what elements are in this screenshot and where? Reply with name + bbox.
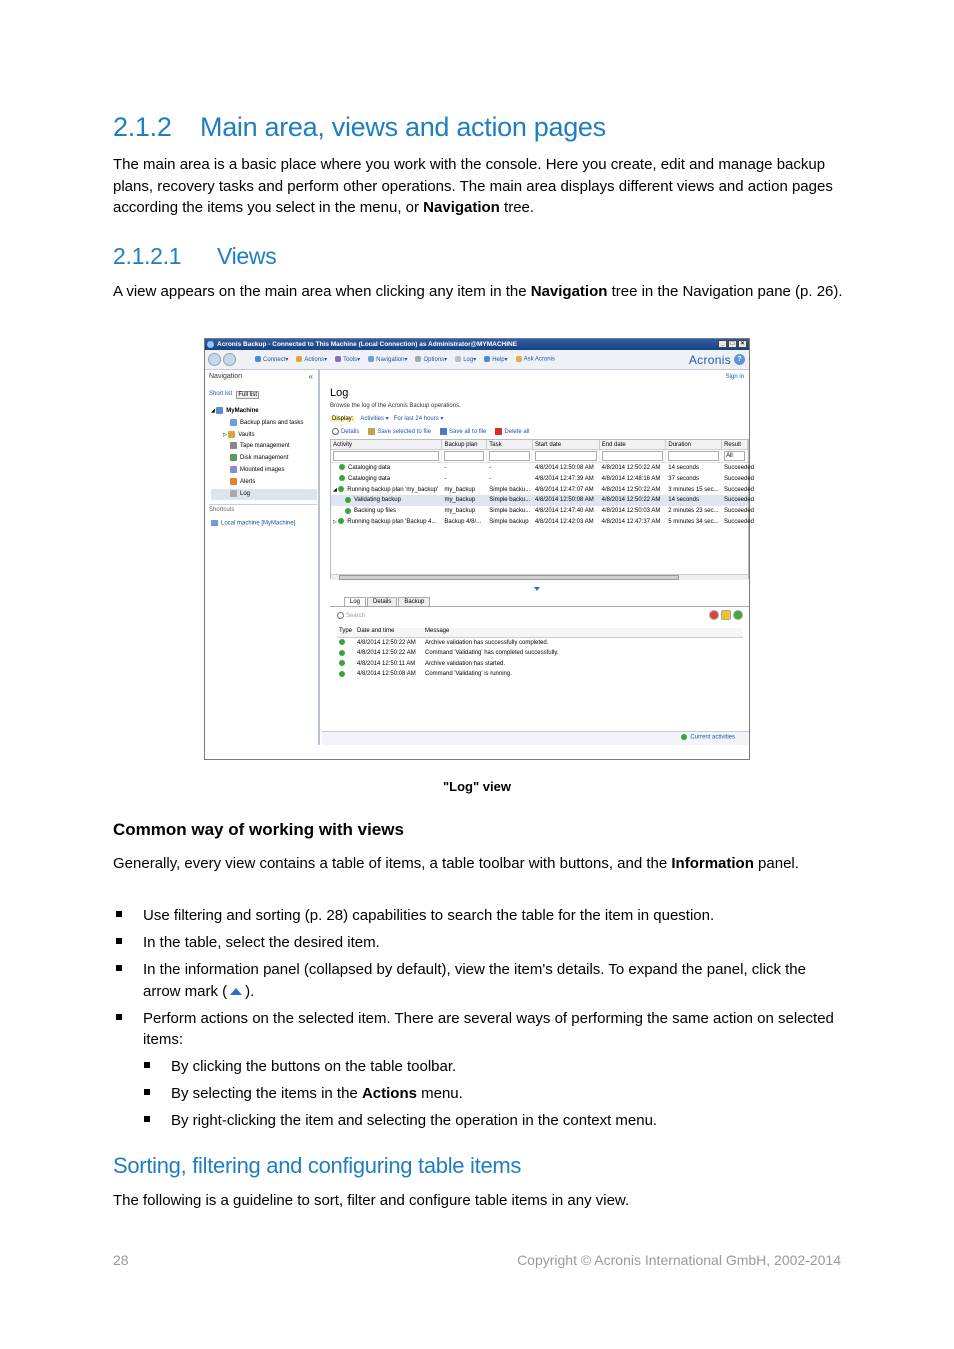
maximize-icon[interactable]: □ [728, 340, 737, 348]
table-cell: Succeeded [723, 508, 755, 515]
table-toolbar [332, 428, 529, 435]
expand-arrow-icon[interactable] [534, 587, 540, 591]
tree-item-vaults[interactable]: ▷ Vaults [223, 431, 255, 438]
tab-details[interactable]: Details [367, 597, 397, 606]
success-icon [338, 486, 344, 492]
shortcut-local-machine[interactable]: Local machine [MyMachine] [211, 520, 295, 527]
details-button[interactable]: Details [332, 428, 359, 435]
table-cell: - [444, 475, 447, 482]
status-bar [322, 731, 749, 745]
table-row[interactable] [331, 495, 755, 506]
table-cell: Succeeded [724, 518, 755, 525]
table-cell: - [444, 465, 447, 471]
column-filter[interactable] [600, 450, 667, 462]
success-icon [339, 464, 345, 470]
magnifier-icon [332, 428, 339, 435]
tab-full-list[interactable]: Full list [238, 392, 258, 398]
table-row[interactable] [331, 474, 755, 485]
column-filter[interactable] [331, 450, 442, 462]
message-list [337, 628, 743, 680]
arrow-up-icon [230, 988, 242, 995]
table-cell: 4/8/2014 12:50:22 AM [601, 465, 661, 471]
column-header[interactable]: Task [487, 440, 533, 449]
menu-actions[interactable]: Actions▾ [296, 356, 327, 363]
table-cell: 4/8/2014 12:48:16 AM [601, 475, 661, 482]
page-number: 28 [113, 1252, 129, 1268]
tree-node-icon [230, 454, 237, 461]
tree-item-alerts[interactable]: Alerts [211, 477, 317, 489]
table-header [331, 440, 748, 450]
table-row[interactable] [331, 485, 755, 496]
table-cell: 2 minutes 23 sec... [668, 508, 719, 515]
window-buttons [718, 340, 747, 348]
info-panel-tabs [330, 597, 749, 607]
menu-help[interactable]: Help▾ [484, 356, 507, 363]
common-text-a: Generally, every view contains a table of items, a table toolbar with buttons, and the [113, 855, 672, 872]
success-icon [339, 475, 345, 481]
subbullet-toolbar: By clicking the buttons on the table toolbar. [113, 1056, 843, 1078]
tab-short-list[interactable]: Short list [209, 391, 233, 397]
table-cell: Succeeded [724, 465, 755, 471]
current-activities-link[interactable]: Current activities [681, 734, 735, 741]
menu-ask-acronis[interactable]: Ask Acronis [516, 356, 555, 363]
tree-node-icon [230, 478, 237, 485]
column-filter[interactable] [442, 450, 487, 462]
common-heading: Common way of working with views [113, 820, 404, 839]
info-icon [339, 650, 345, 656]
tree-item-backup-plans-and-tasks[interactable]: Backup plans and tasks [211, 418, 317, 430]
tree-node-icon [216, 407, 223, 414]
message-rows [337, 638, 743, 680]
menu-bar [205, 350, 749, 370]
back-icon[interactable] [208, 353, 221, 366]
display-label: Display: [332, 415, 354, 422]
delete-all-button[interactable]: Delete all [495, 428, 529, 435]
nav-list-tabs [209, 391, 259, 399]
table-cell: my_backup [444, 508, 476, 515]
minimize-icon[interactable]: _ [718, 340, 727, 348]
table-cell: 4/8/2014 12:47:40 AM [535, 508, 594, 515]
table-cell: ▷ Running backup plan 'Backup 4... [333, 518, 437, 525]
tree-node-icon [230, 466, 237, 473]
table-cell: Validating backup [331, 495, 442, 506]
message-row[interactable]: 4/8/2014 12:50:22 AM Archive validation has successfully completed. [337, 638, 743, 648]
tree-node-icon [230, 442, 237, 449]
menu-navigation[interactable]: Navigation▾ [368, 356, 407, 363]
app-icon [207, 341, 214, 348]
tree-node-icon [230, 490, 237, 497]
table-body [331, 463, 755, 528]
scroll-thumb[interactable] [339, 575, 679, 580]
help-icon[interactable]: ? [734, 354, 745, 365]
table-row[interactable] [331, 517, 755, 528]
save-selected-button[interactable]: Save selected to file [368, 428, 431, 435]
sorting-heading: Sorting, filtering and configuring table items [113, 1153, 522, 1178]
subbullet-menu: By selecting the items in the Actions menu. [113, 1083, 843, 1105]
info-icon [339, 671, 345, 677]
save-icon [368, 428, 375, 435]
warning-icon[interactable] [721, 610, 731, 620]
bullet-select: In the table, select the desired item. [113, 932, 843, 954]
acronis-logo: Acronis [688, 353, 731, 367]
bullet-filtering: Use filtering and sorting (p. 28) capabilities to search the table for the item in question. [113, 905, 843, 927]
section-title: Main area, views and action pages [200, 112, 606, 142]
table-cell: Simple backu... [489, 497, 531, 504]
tree-item-mymachine[interactable]: ◢ MyMachine [211, 408, 259, 414]
views-bold: Navigation [530, 283, 608, 300]
table-cell: 4/8/2014 12:47:37 AM [601, 518, 661, 525]
table-cell: 4/8/2014 12:47:39 AM [534, 475, 594, 482]
table-cell: 4/8/2014 12:50:08 AM [534, 465, 594, 471]
error-icon[interactable] [709, 610, 719, 620]
table-cell: 5 minutes 34 sec... [668, 518, 719, 525]
bullet-info-panel: In the information panel (collapsed by default), view the item's details. To expand the panel, click the arrow mark ( ). [113, 959, 843, 1002]
display-filter [330, 415, 443, 422]
section-heading [113, 112, 606, 143]
views-text: A view appears on the main area when clicking any item in the [113, 283, 531, 300]
subbullet-context-menu: By right-clicking the item and selecting the operation in the context menu. [113, 1110, 843, 1132]
display-dropdown[interactable]: Activities ▾ [360, 416, 389, 422]
view-subtitle: Browse the log of the Acronis Backup operations. [330, 403, 461, 409]
subsection-heading [113, 243, 276, 270]
window-title: Acronis Backup - Connected to This Machine (Local Connection) as Administrator@MYMACHINE [217, 341, 518, 348]
period-dropdown[interactable]: For last 24 hours ▾ [393, 416, 444, 422]
table-cell: my_backup [444, 486, 476, 493]
shortcuts-label: Shortcuts [209, 504, 317, 513]
table-cell: Cataloging data [331, 463, 442, 474]
table-cell: 37 seconds [668, 475, 699, 482]
subsection-number: 2.1.2.1 [113, 243, 182, 269]
subsection-text [113, 281, 843, 303]
intro-text: The main area is a basic place where you work with the console. Here you create, edit and manage backup plans, recovery tasks and perform other operations. The main area displays different views and action pages according the items you select in the menu, or [113, 156, 833, 216]
tab-log[interactable]: Log [344, 597, 366, 606]
table-cell: - [489, 465, 492, 471]
nav-buttons [208, 353, 236, 366]
table-filter-row [331, 450, 748, 463]
tree-item-disk-management[interactable]: Disk management [211, 453, 317, 465]
table-cell: 4/8/2014 12:50:03 AM [601, 508, 661, 515]
intro-text-end: tree. [499, 199, 535, 216]
col-type[interactable]: Type [339, 628, 353, 634]
delete-icon [495, 428, 502, 435]
message-row[interactable]: 4/8/2014 12:50:11 AM Archive validation has started. [337, 659, 743, 669]
table-cell: - [489, 475, 492, 482]
section-number: 2.1.2 [113, 112, 172, 142]
success-icon [345, 508, 351, 514]
close-icon[interactable]: × [738, 340, 747, 348]
collapse-icon[interactable]: « [308, 372, 313, 381]
column-filter[interactable] [666, 450, 722, 462]
success-icon [345, 497, 351, 503]
table-row[interactable] [331, 506, 755, 517]
table-cell: Succeeded [724, 486, 755, 493]
message-row[interactable]: 4/8/2014 12:50:08 AM Command 'Validating' is running. [337, 669, 743, 679]
table-cell: Backup 4/8/... [444, 518, 482, 525]
bullet-list [113, 905, 843, 1137]
sorting-text: The following is a guideline to sort, filter and configure table items in any view. [113, 1192, 630, 1209]
tree-node-icon [228, 431, 235, 438]
log-view-screenshot [204, 338, 755, 760]
column-filter[interactable] [533, 450, 600, 462]
table-cell: 4/8/2014 12:42:03 AM [534, 518, 594, 525]
forward-icon[interactable] [223, 353, 236, 366]
success-icon [338, 518, 344, 524]
menu-log[interactable]: Log▾ [455, 356, 476, 363]
col-date[interactable]: Date and time [357, 628, 395, 634]
activity-icon [681, 734, 687, 740]
table-cell: 3 minutes 15 sec... [668, 486, 719, 493]
column-header[interactable]: Result [722, 440, 748, 449]
search-icon [337, 612, 344, 619]
table-cell: 4/8/2014 12:50:08 AM [535, 497, 594, 504]
table-cell: Succeeded [724, 475, 755, 482]
table-cell: my_backup [444, 497, 476, 504]
intro-bold: Navigation [423, 199, 500, 216]
column-header[interactable]: Activity [331, 440, 442, 449]
search-input[interactable]: Search [337, 612, 365, 619]
window-titlebar [205, 339, 749, 350]
save-all-button[interactable]: Save all to file [440, 428, 486, 435]
column-header[interactable]: Backup plan [442, 440, 487, 449]
menu-options[interactable]: Options▾ [415, 356, 447, 363]
column-filter[interactable] [487, 450, 533, 462]
views-text-end: tree in the Navigation pane (p. 26). [607, 283, 843, 300]
tree-node-icon [230, 419, 237, 426]
sign-in-link[interactable]: Sign in [725, 374, 744, 380]
menu-tools[interactable]: Tools▾ [335, 356, 360, 363]
computer-icon [211, 520, 218, 526]
horizontal-scrollbar[interactable] [331, 574, 748, 580]
figure-caption: "Log" view [443, 779, 511, 794]
table-cell: 14 seconds [668, 465, 699, 471]
copyright: Copyright © Acronis International GmbH, 2002-2014 [517, 1252, 841, 1268]
table-cell: Simple backu... [489, 508, 531, 515]
table-cell: ◢ Running backup plan 'my_backup' [333, 486, 439, 493]
column-header[interactable]: Duration [666, 440, 722, 449]
info-icon [339, 639, 345, 645]
table-cell: Succeeded [723, 497, 755, 504]
table-cell: Cataloging data [331, 474, 442, 485]
info-icon [339, 660, 345, 666]
table-cell: Simple backup [489, 518, 529, 525]
table-cell: 4/8/2014 12:50:22 AM [601, 486, 661, 493]
log-table [330, 439, 755, 579]
common-text-bold: Information [671, 855, 754, 872]
column-header[interactable]: End date [600, 440, 667, 449]
table-cell: 4/8/2014 12:50:22 AM [601, 497, 661, 504]
tree-item-mounted-images[interactable]: Mounted images [211, 465, 317, 477]
common-text [113, 853, 843, 875]
floppy-icon [440, 428, 447, 435]
tree-item-tape-management[interactable]: Tape management [211, 441, 317, 453]
menu-connect[interactable]: Connect▾ [255, 356, 288, 363]
common-text-b: panel. [753, 855, 799, 872]
tab-backup[interactable]: Backup [398, 597, 430, 606]
navigation-tree [211, 406, 317, 500]
subsection-title: Views [217, 243, 277, 269]
section-intro [113, 154, 843, 219]
table-cell: 14 seconds [668, 497, 699, 504]
col-message[interactable]: Message [425, 628, 450, 634]
table-cell: Simple backu... [489, 486, 531, 493]
message-type-filters [709, 610, 743, 620]
nav-title: Navigation [209, 373, 243, 380]
info-icon[interactable] [733, 610, 743, 620]
navigation-pane [205, 370, 320, 745]
bullet-actions: Perform actions on the selected item. There are several ways of performing the same action on selected items: [113, 1008, 843, 1051]
message-header [337, 628, 743, 638]
column-filter[interactable]: All [722, 450, 748, 462]
main-area [322, 370, 755, 745]
view-title: Log [330, 387, 349, 399]
column-header[interactable]: Start date [533, 440, 600, 449]
table-cell: 4/8/2014 12:47:07 AM [534, 486, 594, 493]
tree-item-log[interactable]: Log [211, 489, 317, 501]
table-cell: Backing up files [331, 506, 442, 517]
table-row[interactable] [331, 463, 755, 474]
message-row[interactable]: 4/8/2014 12:50:22 AM Command 'Validating' has completed successfully. [337, 648, 743, 658]
